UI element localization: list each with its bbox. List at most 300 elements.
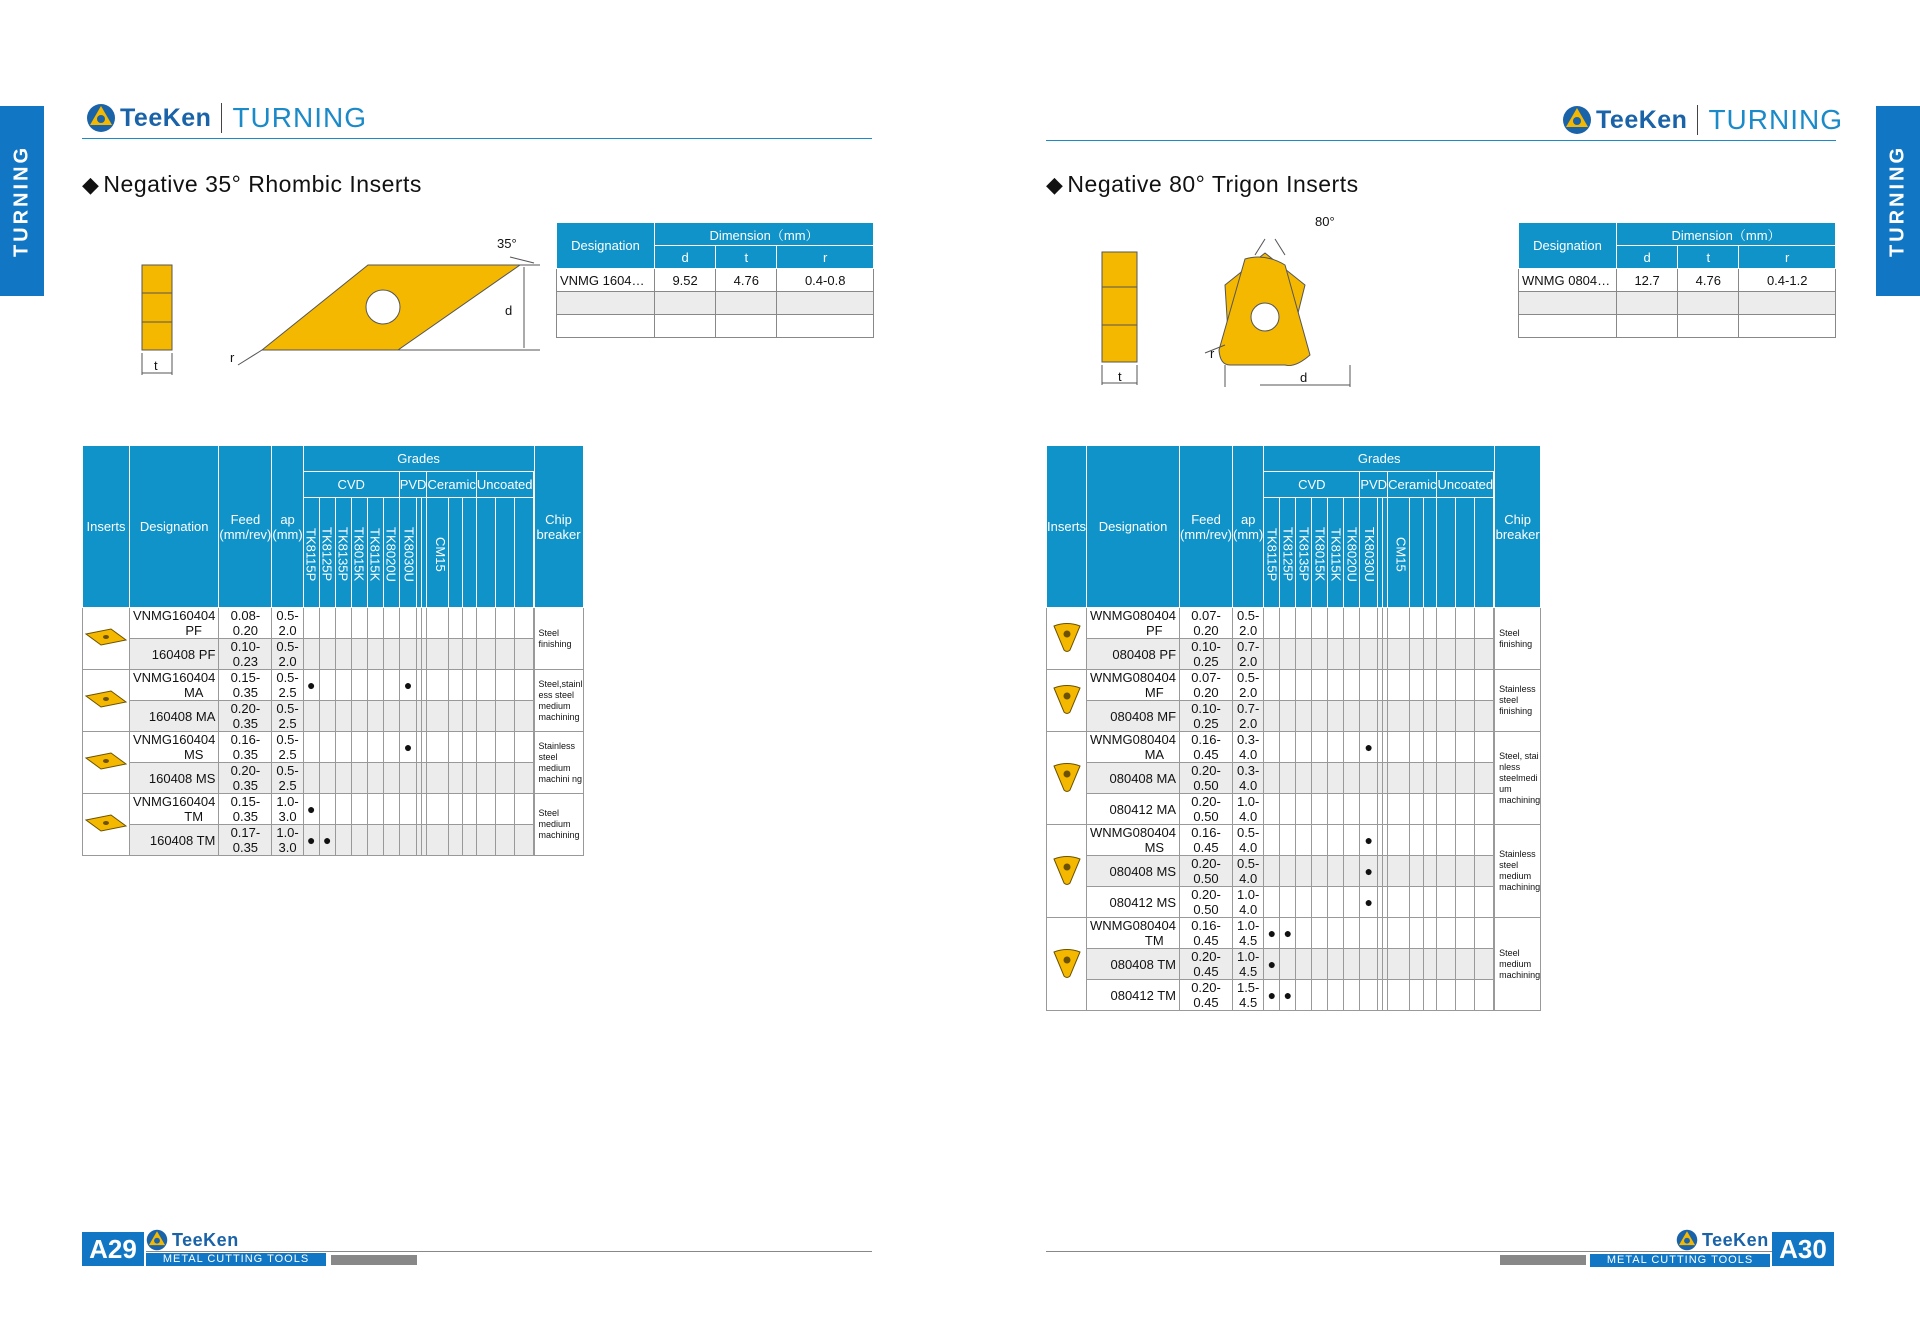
grade-cell [427, 794, 448, 825]
grade-cell [1388, 949, 1409, 980]
feed-cell: 0.15-0.35 [219, 794, 272, 825]
grade-header: TK8125P [319, 498, 335, 608]
grade-cell [335, 763, 351, 794]
grade-cell [1360, 825, 1378, 856]
grade-cell [1437, 918, 1456, 949]
col-inserts: Inserts [83, 446, 130, 608]
designation-code: 080412 MA [1109, 801, 1177, 817]
grade-cell [462, 794, 476, 825]
feed-cell: 0.10-0.25 [1180, 639, 1233, 670]
designation-prefix: VNMG [133, 670, 172, 685]
col-t: t [716, 246, 777, 269]
grade-header [448, 498, 462, 608]
ap-cell: 0.5-2.5 [272, 701, 303, 732]
grade-cell [1312, 918, 1328, 949]
grade-cell [1494, 701, 1495, 732]
rhombic-insert-icon [83, 688, 129, 710]
grade-cell [1456, 856, 1475, 887]
grade-cell [351, 732, 367, 763]
table-row [1047, 887, 1541, 918]
feed-cell: 0.17-0.35 [219, 825, 272, 856]
grade-cell [1423, 794, 1437, 825]
brand-logo-text: TeeKen [1596, 105, 1688, 134]
grade-cell [1423, 763, 1437, 794]
grade-cell [367, 670, 383, 701]
header-brand-right [1562, 100, 1843, 140]
grade-cell [462, 639, 476, 670]
grade-cell [1296, 887, 1312, 918]
grade-header: TK8135P [335, 498, 351, 608]
grade-header: CM15 [1388, 498, 1409, 608]
feed-cell: 0.20-0.45 [1180, 980, 1233, 1011]
side-tab-label: TURNING [1886, 144, 1909, 258]
grade-cell [351, 639, 367, 670]
grade-cell [1423, 608, 1437, 639]
grade-cell [1312, 980, 1328, 1011]
grade-cell [1456, 794, 1475, 825]
feed-cell: 0.20-0.50 [1180, 763, 1233, 794]
grade-cell [1360, 732, 1378, 763]
grade-cell [1328, 980, 1344, 1011]
grade-cell [383, 825, 399, 856]
grade-cell [1409, 794, 1423, 825]
grade-cell [383, 608, 399, 639]
grade-cell [1360, 980, 1378, 1011]
grade-cell [1456, 825, 1475, 856]
header-rule-left [82, 138, 872, 139]
grade-header [1475, 498, 1494, 608]
grade-cell [1423, 732, 1437, 763]
brand-logo-text: TeeKen [120, 103, 212, 132]
ap-cell: 1.0-3.0 [272, 825, 303, 856]
grade-cell [1296, 794, 1312, 825]
chip-breaker-cell: Steel finishing [1495, 608, 1541, 670]
grade-cell [367, 639, 383, 670]
grade-cell [1328, 949, 1344, 980]
brand-logo-text: TeeKen [172, 1229, 239, 1250]
grade-header: CM15 [427, 498, 448, 608]
ap-cell: 0.3-4.0 [1233, 763, 1264, 794]
grade-cell [1264, 825, 1280, 856]
grade-cell [1388, 918, 1409, 949]
cell-t: 4.76 [1678, 269, 1739, 292]
cell-r: 0.4-1.2 [1739, 269, 1836, 292]
grade-cell [335, 608, 351, 639]
grade-cell [383, 732, 399, 763]
grade-cell [303, 670, 319, 701]
grade-cell [1437, 670, 1456, 701]
grade-cell [1280, 670, 1296, 701]
grade-cell [367, 732, 383, 763]
grade-cell [1437, 794, 1456, 825]
brand-logo [1562, 105, 1687, 135]
ap-cell: 0.7-2.0 [1233, 701, 1264, 732]
grade-cell [1409, 608, 1423, 639]
grade-cell [1456, 887, 1475, 918]
grade-header: TK8115P [1264, 498, 1280, 608]
ap-cell: 0.5-2.5 [272, 670, 303, 701]
col-grades: Grades [303, 446, 534, 472]
grade-cell [303, 763, 319, 794]
table-row [1047, 856, 1541, 887]
grade-cell [427, 825, 448, 856]
grade-cell [514, 608, 533, 639]
grade-cell [1280, 980, 1296, 1011]
grade-cell [399, 763, 417, 794]
grade-cell [427, 670, 448, 701]
insert-image-cell [83, 794, 130, 856]
designation-code: 160404 MA [172, 670, 216, 700]
table-row [1047, 639, 1541, 670]
chip-breaker-cell: Steel medium machining [1495, 918, 1541, 1011]
ap-cell: 1.0-4.0 [1233, 887, 1264, 918]
grade-cell [533, 639, 534, 670]
grade-cell [427, 639, 448, 670]
col-designation: Designation [1519, 223, 1617, 269]
grade-cell [1280, 701, 1296, 732]
section-label: TURNING [1708, 104, 1843, 135]
designation-code: 080408 MF [1110, 708, 1177, 724]
grade-cell [1264, 856, 1280, 887]
table-row [1047, 949, 1541, 980]
grade-cell [1475, 825, 1494, 856]
chip-breaker-cell: Steel,stainl ess steel medium machining [534, 670, 583, 732]
footer-block-left [331, 1255, 417, 1265]
designation-code: 160404 TM [172, 794, 216, 824]
header-brand-left [86, 98, 367, 138]
grade-cell [1360, 608, 1378, 639]
grade-cell [495, 639, 514, 670]
grade-cell [476, 794, 495, 825]
grade-cell [1409, 701, 1423, 732]
grade-header: TK8030U [399, 498, 417, 608]
grade-available-dot: ● [1364, 863, 1373, 879]
ap-cell: 0.3-4.0 [1233, 732, 1264, 763]
grade-cell [399, 608, 417, 639]
insert-image-cell [83, 732, 130, 794]
grade-cell [1328, 608, 1344, 639]
section-title-text: Negative 35° Rhombic Inserts [103, 171, 422, 197]
grade-cell [1312, 670, 1328, 701]
grade-cell [1475, 918, 1494, 949]
grade-cell [1360, 763, 1378, 794]
designation-code: 160404 PF [172, 608, 216, 638]
grade-cell [533, 825, 534, 856]
grade-cell [462, 701, 476, 732]
insert-image-cell [83, 608, 130, 670]
grade-available-dot: ● [1364, 739, 1373, 755]
grade-cell [1475, 670, 1494, 701]
grade-cell [1280, 825, 1296, 856]
grade-cell [1296, 701, 1312, 732]
designation-prefix: WNMG [1090, 608, 1133, 623]
grade-cell [514, 639, 533, 670]
grade-cell [1264, 794, 1280, 825]
grade-cell [1409, 825, 1423, 856]
grade-header: TK8030U [1360, 498, 1378, 608]
grade-cell [514, 670, 533, 701]
table-row [1047, 794, 1541, 825]
col-r: r [1739, 246, 1836, 269]
rhombic-insert-diagram [130, 225, 540, 385]
grade-cell [1409, 949, 1423, 980]
grade-cell [1388, 887, 1409, 918]
grade-cell [514, 763, 533, 794]
feed-cell: 0.16-0.35 [219, 732, 272, 763]
grade-available-dot: ● [1267, 956, 1277, 972]
col-ceramic: Ceramic [1388, 472, 1437, 498]
grade-cell [495, 763, 514, 794]
grade-cell [1280, 608, 1296, 639]
grade-cell [1456, 732, 1475, 763]
footer-tag-right: METAL CUTTING TOOLS [1590, 1254, 1770, 1267]
grade-cell [1475, 608, 1494, 639]
grade-cell [1360, 949, 1378, 980]
grade-cell [1312, 639, 1328, 670]
grade-cell [1344, 670, 1360, 701]
grade-header [495, 498, 514, 608]
ap-cell: 1.5-4.5 [1233, 980, 1264, 1011]
trigon-insert-icon [1050, 760, 1084, 794]
grade-cell [1423, 949, 1437, 980]
grade-cell [1437, 701, 1456, 732]
grade-cell [1388, 980, 1409, 1011]
grade-cell [1456, 980, 1475, 1011]
grade-cell [1296, 639, 1312, 670]
table-row [83, 794, 584, 825]
grade-cell [462, 732, 476, 763]
table-row [1047, 608, 1541, 639]
cell-designation: VNMG 1604… [557, 269, 655, 292]
designation-prefix: VNMG [133, 794, 172, 809]
chip-breaker-cell: Stainless steel medium machining [1495, 825, 1541, 918]
grade-cell [319, 670, 335, 701]
grade-cell [1409, 856, 1423, 887]
grade-cell [1475, 701, 1494, 732]
col-designation: Designation [130, 446, 219, 608]
grade-cell [319, 763, 335, 794]
grade-cell [367, 763, 383, 794]
grade-header [533, 498, 534, 608]
grade-cell [1296, 949, 1312, 980]
insert-image-cell [1047, 825, 1087, 918]
grade-header: TK8020U [1344, 498, 1360, 608]
table-row [1047, 918, 1541, 949]
grade-cell [476, 732, 495, 763]
grade-cell [1437, 887, 1456, 918]
grade-cell [462, 763, 476, 794]
grade-cell [1360, 670, 1378, 701]
grade-cell [399, 701, 417, 732]
grade-cell [335, 670, 351, 701]
grade-cell [367, 701, 383, 732]
grade-cell [1475, 856, 1494, 887]
label-r: r [1210, 346, 1215, 361]
col-pvd: PVD [399, 472, 427, 498]
grade-cell [1360, 639, 1378, 670]
grade-cell [1328, 856, 1344, 887]
grade-cell [367, 608, 383, 639]
table-row [83, 763, 584, 794]
grade-cell [1423, 980, 1437, 1011]
grade-cell [1360, 918, 1378, 949]
grade-cell [1344, 639, 1360, 670]
grade-cell [351, 794, 367, 825]
feed-cell: 0.16-0.45 [1180, 918, 1233, 949]
grade-header [514, 498, 533, 608]
dimension-table-right [1518, 222, 1836, 338]
col-t: t [1678, 246, 1739, 269]
table-row [83, 608, 584, 639]
grade-cell [1312, 856, 1328, 887]
col-uncoated: Uncoated [476, 472, 533, 498]
grade-cell [495, 732, 514, 763]
grade-cell [533, 763, 534, 794]
grade-cell [1456, 670, 1475, 701]
grade-cell [1280, 732, 1296, 763]
grade-cell [319, 794, 335, 825]
designation-code: 160408 MS [148, 770, 216, 786]
grade-cell [1280, 794, 1296, 825]
grade-cell [335, 732, 351, 763]
grade-cell [335, 794, 351, 825]
grade-cell [1475, 887, 1494, 918]
side-tab-right [1876, 106, 1920, 296]
grade-cell [1423, 825, 1437, 856]
col-feed: Feed (mm/rev) [1180, 446, 1233, 608]
grade-header [1423, 498, 1437, 608]
table-row [1047, 763, 1541, 794]
footer-logo-right [1676, 1229, 1769, 1251]
grade-cell [1388, 639, 1409, 670]
feed-cell: 0.20-0.35 [219, 701, 272, 732]
col-uncoated: Uncoated [1437, 472, 1494, 498]
grade-cell [1264, 608, 1280, 639]
grade-header [1456, 498, 1475, 608]
grade-cell [1296, 856, 1312, 887]
grades-table [82, 445, 584, 856]
label-r: r [230, 350, 235, 365]
table-row [83, 732, 584, 763]
chip-breaker-cell: Steel medium machining [534, 794, 583, 856]
cell-r: 0.4-0.8 [777, 269, 874, 292]
grade-cell [1388, 701, 1409, 732]
grade-cell [476, 670, 495, 701]
grade-cell [448, 608, 462, 639]
rhombic-insert-icon [83, 750, 129, 772]
grade-cell [1328, 794, 1344, 825]
grade-cell [1312, 608, 1328, 639]
grade-cell [1494, 856, 1495, 887]
feed-cell: 0.20-0.35 [219, 763, 272, 794]
grade-cell [1437, 856, 1456, 887]
grade-cell [1296, 980, 1312, 1011]
designation-prefix: VNMG [133, 608, 172, 623]
grade-header: TK8015K [351, 498, 367, 608]
grade-cell [335, 701, 351, 732]
grade-cell [1475, 763, 1494, 794]
label-d: d [1300, 370, 1308, 385]
grade-cell [462, 670, 476, 701]
grade-cell [1264, 732, 1280, 763]
feed-cell: 0.10-0.23 [219, 639, 272, 670]
grade-cell [1312, 701, 1328, 732]
designation-prefix: VNMG [133, 732, 172, 747]
grade-cell [1328, 887, 1344, 918]
rhombic-insert-icon [83, 626, 129, 648]
feed-cell: 0.07-0.20 [1180, 670, 1233, 701]
grade-cell [1312, 763, 1328, 794]
grade-cell [1360, 701, 1378, 732]
trigon-insert-icon [1050, 946, 1084, 980]
brand-logo [86, 103, 211, 133]
designation-code: 080408 TM [1110, 956, 1177, 972]
dimension-table-left [556, 222, 874, 338]
grade-cell [383, 794, 399, 825]
section-title-left: ◆ Negative 35° Rhombic Inserts [82, 171, 422, 197]
grade-cell [427, 732, 448, 763]
grade-cell [1423, 639, 1437, 670]
grade-cell [1264, 949, 1280, 980]
chip-breaker-cell: Steel, stai nless steelmedi um machining [1495, 732, 1541, 825]
col-cvd: CVD [1264, 472, 1360, 498]
grade-cell [1423, 918, 1437, 949]
grade-cell [1328, 701, 1344, 732]
grade-available-dot: ● [1283, 925, 1293, 941]
trigon-insert-icon [1050, 682, 1084, 716]
footer-logo-left [146, 1229, 239, 1251]
grade-cell [1296, 763, 1312, 794]
grade-cell [1423, 701, 1437, 732]
grade-cell [1344, 763, 1360, 794]
grade-cell [533, 701, 534, 732]
grade-cell [383, 639, 399, 670]
grade-cell [495, 670, 514, 701]
grade-cell [476, 763, 495, 794]
grade-cell [399, 639, 417, 670]
grade-cell [1423, 856, 1437, 887]
grade-cell [448, 763, 462, 794]
section-label: TURNING [232, 102, 367, 133]
grade-cell [1328, 732, 1344, 763]
grade-cell [1344, 732, 1360, 763]
table-row [1047, 670, 1541, 701]
grade-cell [319, 825, 335, 856]
grade-cell [1437, 949, 1456, 980]
ap-cell: 0.5-2.0 [1233, 608, 1264, 639]
grade-cell [351, 670, 367, 701]
grade-cell [1437, 980, 1456, 1011]
label-t: t [1118, 369, 1122, 384]
side-tab-left [0, 106, 44, 296]
teeken-logo-icon [1562, 105, 1592, 135]
designation-code: 080404 MA [1132, 732, 1177, 762]
grade-cell [1344, 825, 1360, 856]
cell-designation: WNMG 0804… [1519, 269, 1617, 292]
grade-cell [319, 701, 335, 732]
grade-cell [1264, 701, 1280, 732]
grade-cell [1296, 670, 1312, 701]
side-tab-label: TURNING [10, 144, 33, 258]
table-row [557, 269, 874, 292]
col-r: r [777, 246, 874, 269]
grade-cell [1388, 608, 1409, 639]
ap-cell: 1.0-4.5 [1233, 949, 1264, 980]
grade-cell [1344, 856, 1360, 887]
section-title-right: ◆ Negative 80° Trigon Inserts [1046, 171, 1359, 197]
ap-cell: 0.5-2.0 [272, 639, 303, 670]
grade-cell [1328, 825, 1344, 856]
